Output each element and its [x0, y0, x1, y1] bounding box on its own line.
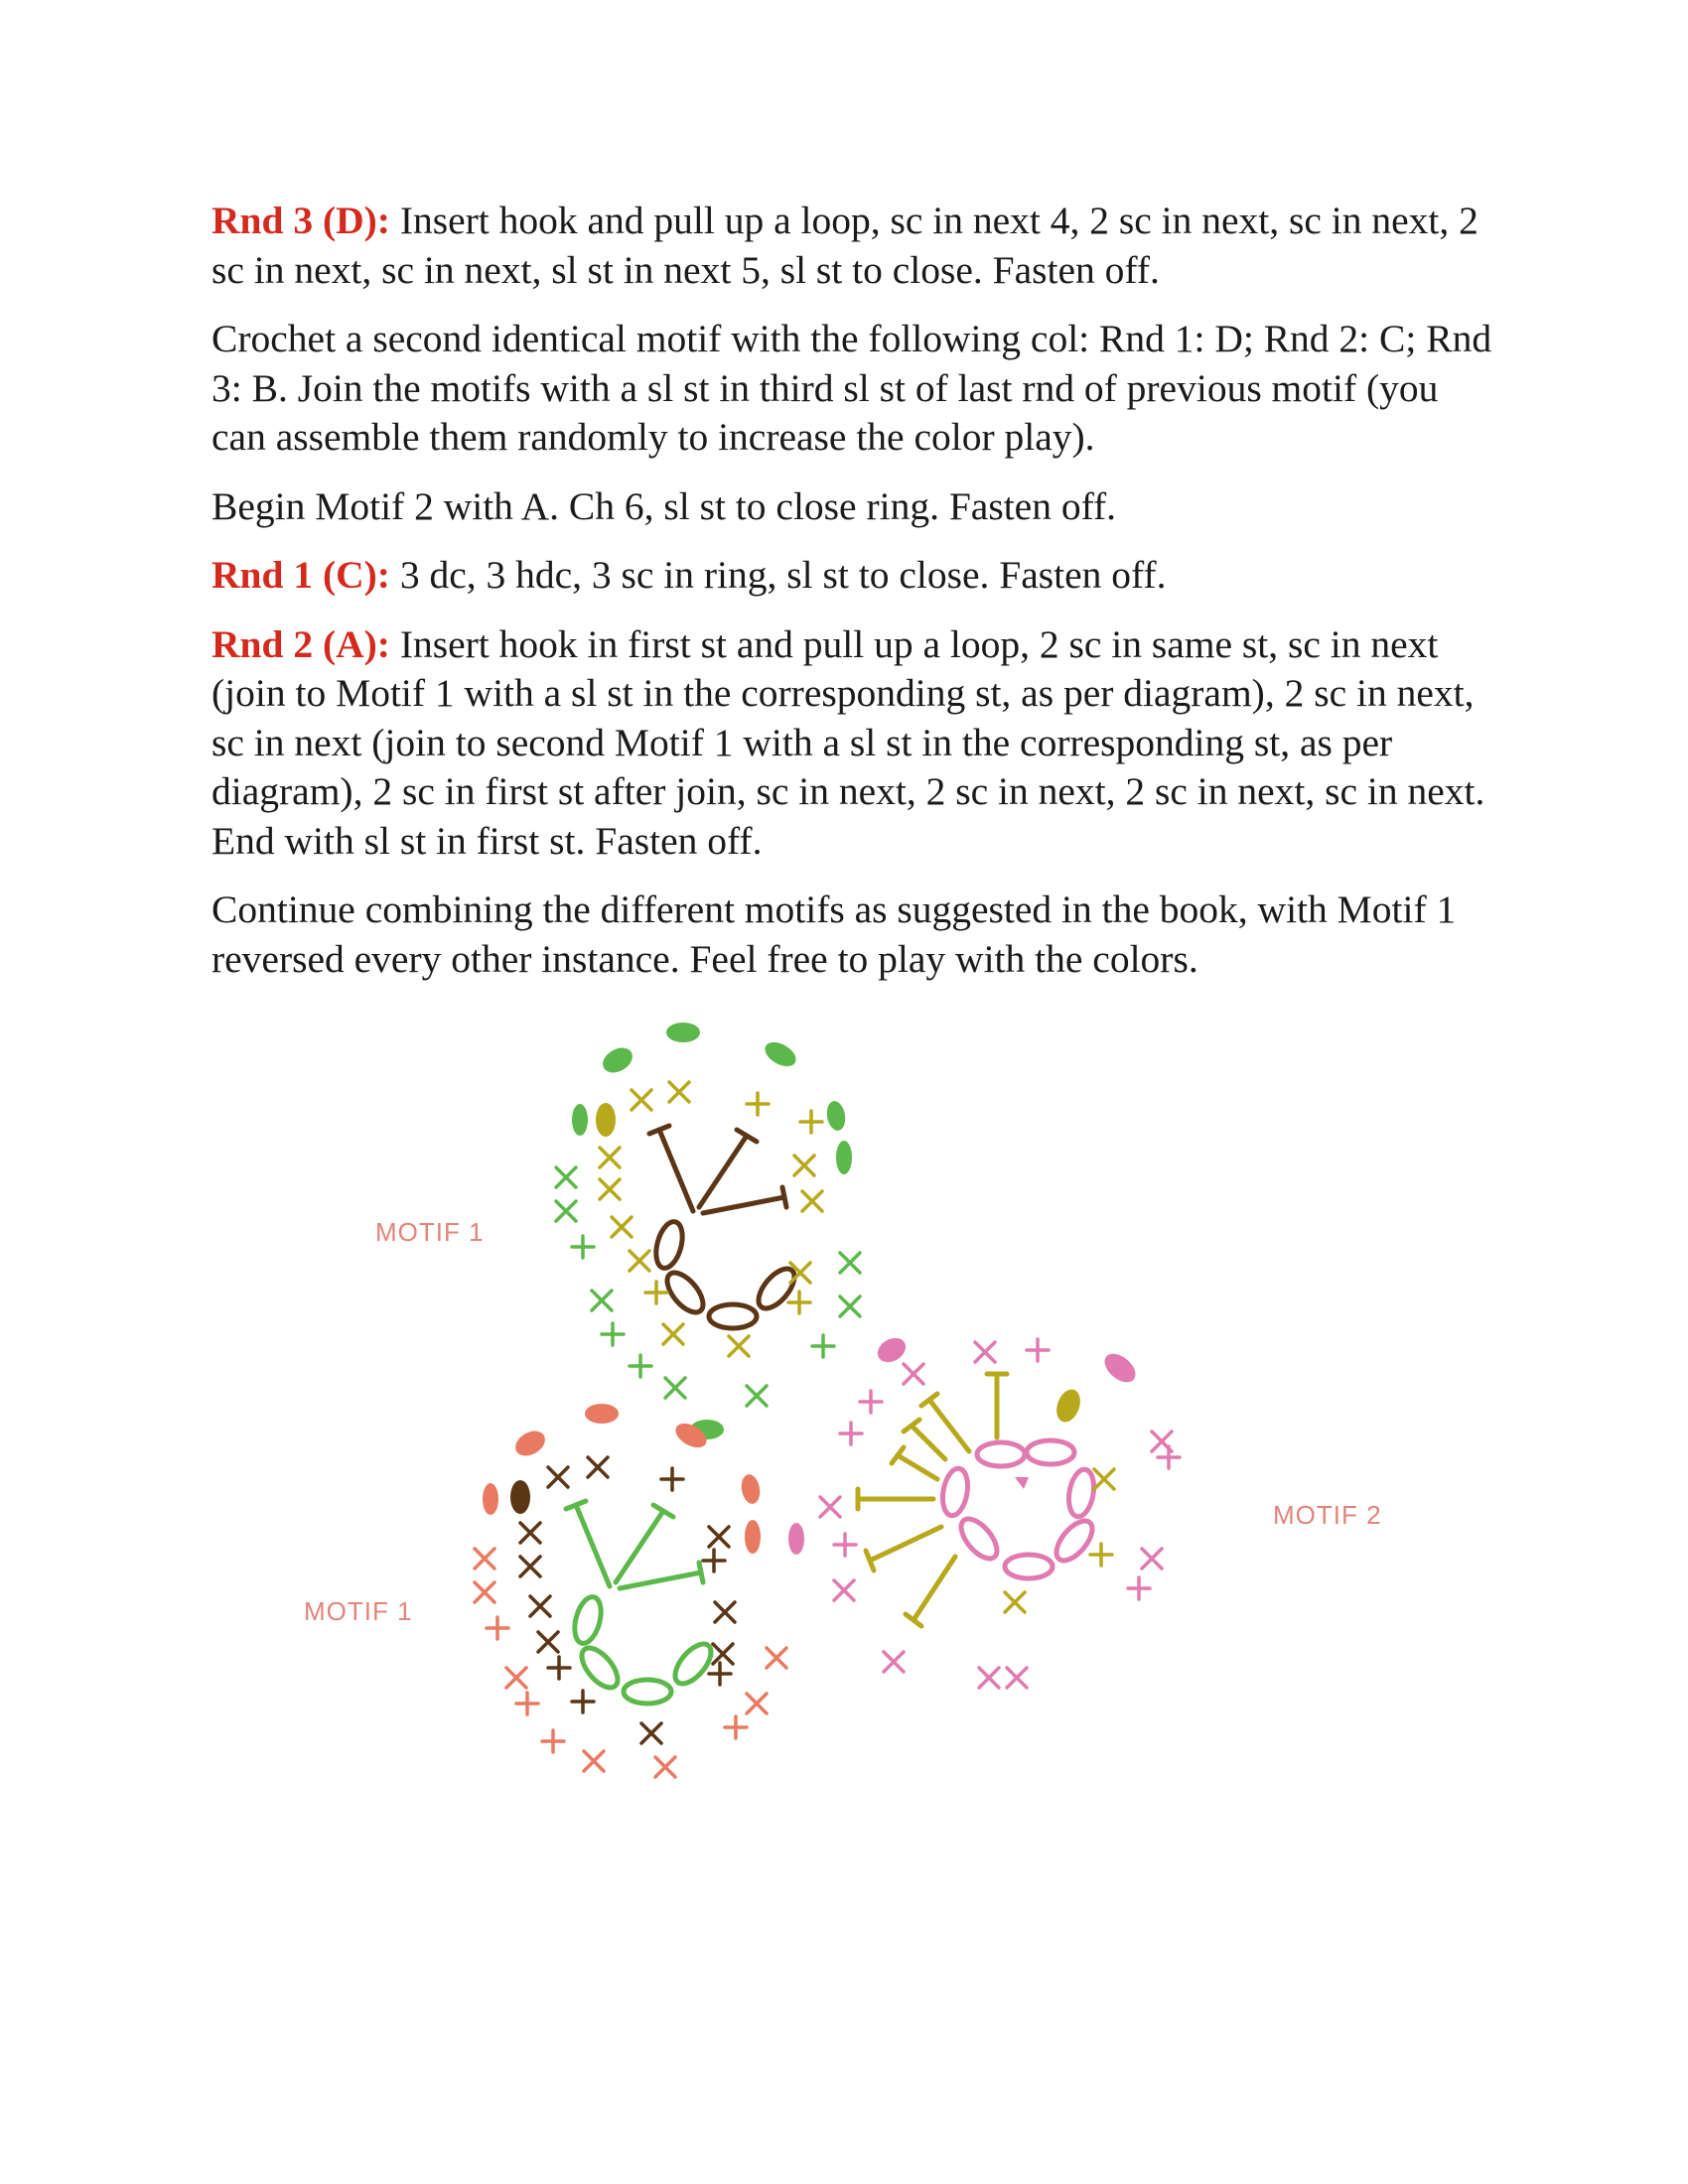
sc-stitches-pink — [820, 1339, 1180, 1688]
paragraph-continue: Continue combining the different motifs as suggested in the book, with Motif 1 reversed every other instance. Feel free to play with the colors. — [211, 887, 1457, 981]
chain-loop-olive — [596, 1103, 616, 1137]
paragraph-second-motif: Crochet a second identical motif with the following col: Rnd 1: D; Rnd 2: C; Rnd 3: B. Join the motifs with a sl st in third sl st of last rnd of previous motif (you can assemble them randomly to increase the color play). — [211, 317, 1492, 459]
stitch-stems — [649, 1126, 786, 1213]
stitch-stems — [858, 1374, 1007, 1626]
chain-ring — [651, 1219, 800, 1328]
chain-loop-brown — [510, 1480, 530, 1514]
round-label: Rnd 3 (D): — [211, 199, 390, 242]
motif1-top — [556, 1023, 860, 1439]
round-label: Rnd 1 (C): — [211, 553, 390, 597]
motif1-bottom-label: MOTIF 1 — [304, 1596, 413, 1626]
paragraph-begin-motif2: Begin Motif 2 with A. Ch 6, sl st to close ring. Fasten off. — [211, 483, 1117, 528]
chain-ring — [570, 1594, 717, 1704]
round-label: Rnd 2 (A): — [211, 621, 390, 666]
instructions-text — [211, 197, 1492, 1004]
paragraph-rnd1: Rnd 1 (C): 3 dc, 3 hdc, 3 sc in ring, sl st to close. Fasten off. — [211, 553, 1167, 597]
chain-loops-green — [572, 1023, 852, 1439]
sc-stitches-salmon — [475, 1549, 786, 1777]
chain-loop-olive — [1053, 1386, 1084, 1425]
motif1-bottom — [475, 1404, 786, 1777]
motif2-label: MOTIF 2 — [1273, 1500, 1382, 1530]
crochet-diagram — [0, 993, 1688, 1886]
motif1-top-label: MOTIF 1 — [375, 1217, 485, 1247]
ring-join-mark — [1015, 1477, 1029, 1489]
paragraph-rnd3: Rnd 3 (D): Insert hook and pull up a loop, sc in next 4, 2 sc in next, sc in next, 2 sc in next, sc in next, sl st in next 5, sl st to close. Fasten off. — [211, 199, 1478, 292]
paragraph-rnd2: Rnd 2 (A): Insert hook in first st and pull up a loop, 2 sc in same st, sc in next (join to Motif 1 with a sl st in the corresponding st, as per diagram), 2 sc in next, sc in next (join to second Motif 1 with a sl st in the corresponding st, as per diagram), 2 sc in first st after join, sc in next, 2 sc in next, 2 sc in next, sc in next. End with sl st in first st. Fasten off. — [211, 621, 1485, 863]
chain-ring — [939, 1440, 1099, 1578]
motif2 — [788, 1333, 1180, 1688]
stitch-stems — [566, 1501, 703, 1588]
